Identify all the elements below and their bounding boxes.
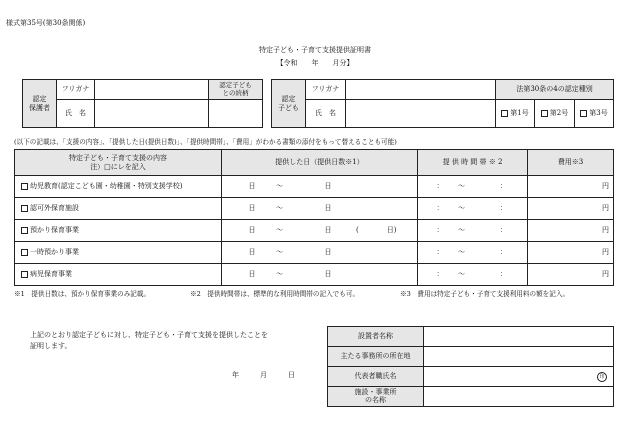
- provider-table: [327, 326, 614, 407]
- category-2-checkbox[interactable]: [541, 110, 548, 117]
- child-name-label: 氏 名: [306, 100, 346, 128]
- guardian-furigana-field[interactable]: [95, 80, 209, 100]
- footnote-2: ※2 提供時間帯は、標準的な利用時間帯の記入でも可。: [190, 290, 360, 298]
- footnote-1: ※1 提供日数は、預かり保育事業のみ記載。: [14, 290, 151, 298]
- certification-date: 年 月 日: [232, 371, 295, 379]
- service-table: [14, 149, 614, 286]
- service-checkbox[interactable]: [21, 183, 28, 190]
- founder-name-field[interactable]: [424, 327, 614, 347]
- child-furigana-label: フリガナ: [306, 80, 346, 100]
- category-1-checkbox[interactable]: [501, 110, 508, 117]
- form-number: 様式第35号(第30条関係): [6, 19, 86, 27]
- guardian-relationship-label: 認定子ども との続柄: [209, 80, 263, 100]
- child-side-label: 認定 子ども: [272, 80, 306, 128]
- table-row: 認可外保育施設 日 〜 日 ： 〜 ： 円: [15, 198, 614, 220]
- table-row: 一時預かり事業 日 〜 日 ： 〜 ： 円: [15, 242, 614, 264]
- service-checkbox[interactable]: [21, 271, 28, 278]
- header-fee: 費用※3: [528, 150, 614, 176]
- days-count: ( 日): [336, 220, 418, 242]
- service-checkbox[interactable]: [21, 227, 28, 234]
- guardian-name-label: 氏 名: [57, 100, 95, 128]
- footnote-3: ※3 費用は特定子ども・子育て支援利用料の額を記入。: [400, 290, 570, 298]
- guardian-name-field[interactable]: [95, 100, 209, 128]
- office-address-label: 主たる事務所の所在地: [328, 347, 424, 367]
- representative-label: 代表者職氏名: [328, 367, 424, 387]
- facility-name-field[interactable]: [424, 387, 614, 407]
- service-checkbox[interactable]: [21, 249, 28, 256]
- child-name-field[interactable]: [346, 100, 496, 128]
- table-row: 病児保育事業 日 〜 日 ： 〜 ： 円: [15, 264, 614, 286]
- service-checkbox[interactable]: [21, 205, 28, 212]
- service-option[interactable]: 預かり保育事業: [15, 220, 222, 242]
- child-furigana-field[interactable]: [346, 80, 496, 100]
- attachment-note: (以下の記載は、「支援の内容」、「提供した日(提供日数)」、「提供時間帯」、「費用」がわかる書類の添付をもって替えることも可能): [14, 138, 397, 146]
- service-option[interactable]: 幼児教育(認定こども園・幼稚園・特別支援学校): [15, 176, 222, 198]
- period-label: 【令和 年 月分】: [276, 59, 354, 67]
- guardian-relationship-field[interactable]: [209, 100, 263, 128]
- header-time: 提 供 時 間 帯 ※ 2: [418, 150, 528, 176]
- header-service-content: 特定子ども・子育て支援の内容 注）□にレを記入: [15, 150, 222, 176]
- guardian-side-label: 認定 保護者: [23, 80, 57, 128]
- form-title: 特定子ども・子育て支援提供証明書: [259, 46, 371, 54]
- table-row: 預かり保育事業 日 〜 日 ( 日) ： 〜 ： 円: [15, 220, 614, 242]
- category-3-option[interactable]: 第3号: [575, 100, 614, 128]
- category-3-checkbox[interactable]: [580, 110, 587, 117]
- guardian-furigana-label: フリガナ: [57, 80, 95, 100]
- service-option[interactable]: 病児保育事業: [15, 264, 222, 286]
- table-row: 幼児教育(認定こども園・幼稚園・特別支援学校) 日 〜 日 ： 〜 ： 円: [15, 176, 614, 198]
- office-address-field[interactable]: [424, 347, 614, 367]
- certification-statement: 上記のとおり認定子どもに対し、特定子ども・子育て支援を提供したことを 証明します。: [30, 331, 268, 351]
- service-option[interactable]: 認可外保育施設: [15, 198, 222, 220]
- certification-category-header: 法第30条の4の認定種別: [496, 80, 614, 100]
- representative-field[interactable]: [424, 367, 614, 387]
- header-dates: 提供した日（提供日数※1）: [222, 150, 418, 176]
- category-2-option[interactable]: 第2号: [535, 100, 575, 128]
- guardian-table: [22, 79, 263, 128]
- founder-name-label: 設置者名称: [328, 327, 424, 347]
- child-table: [271, 79, 614, 128]
- seal-icon: 印: [597, 372, 607, 382]
- facility-name-label: 施設・事業所 の名称: [328, 387, 424, 407]
- category-1-option[interactable]: 第1号: [496, 100, 535, 128]
- service-option[interactable]: 一時預かり事業: [15, 242, 222, 264]
